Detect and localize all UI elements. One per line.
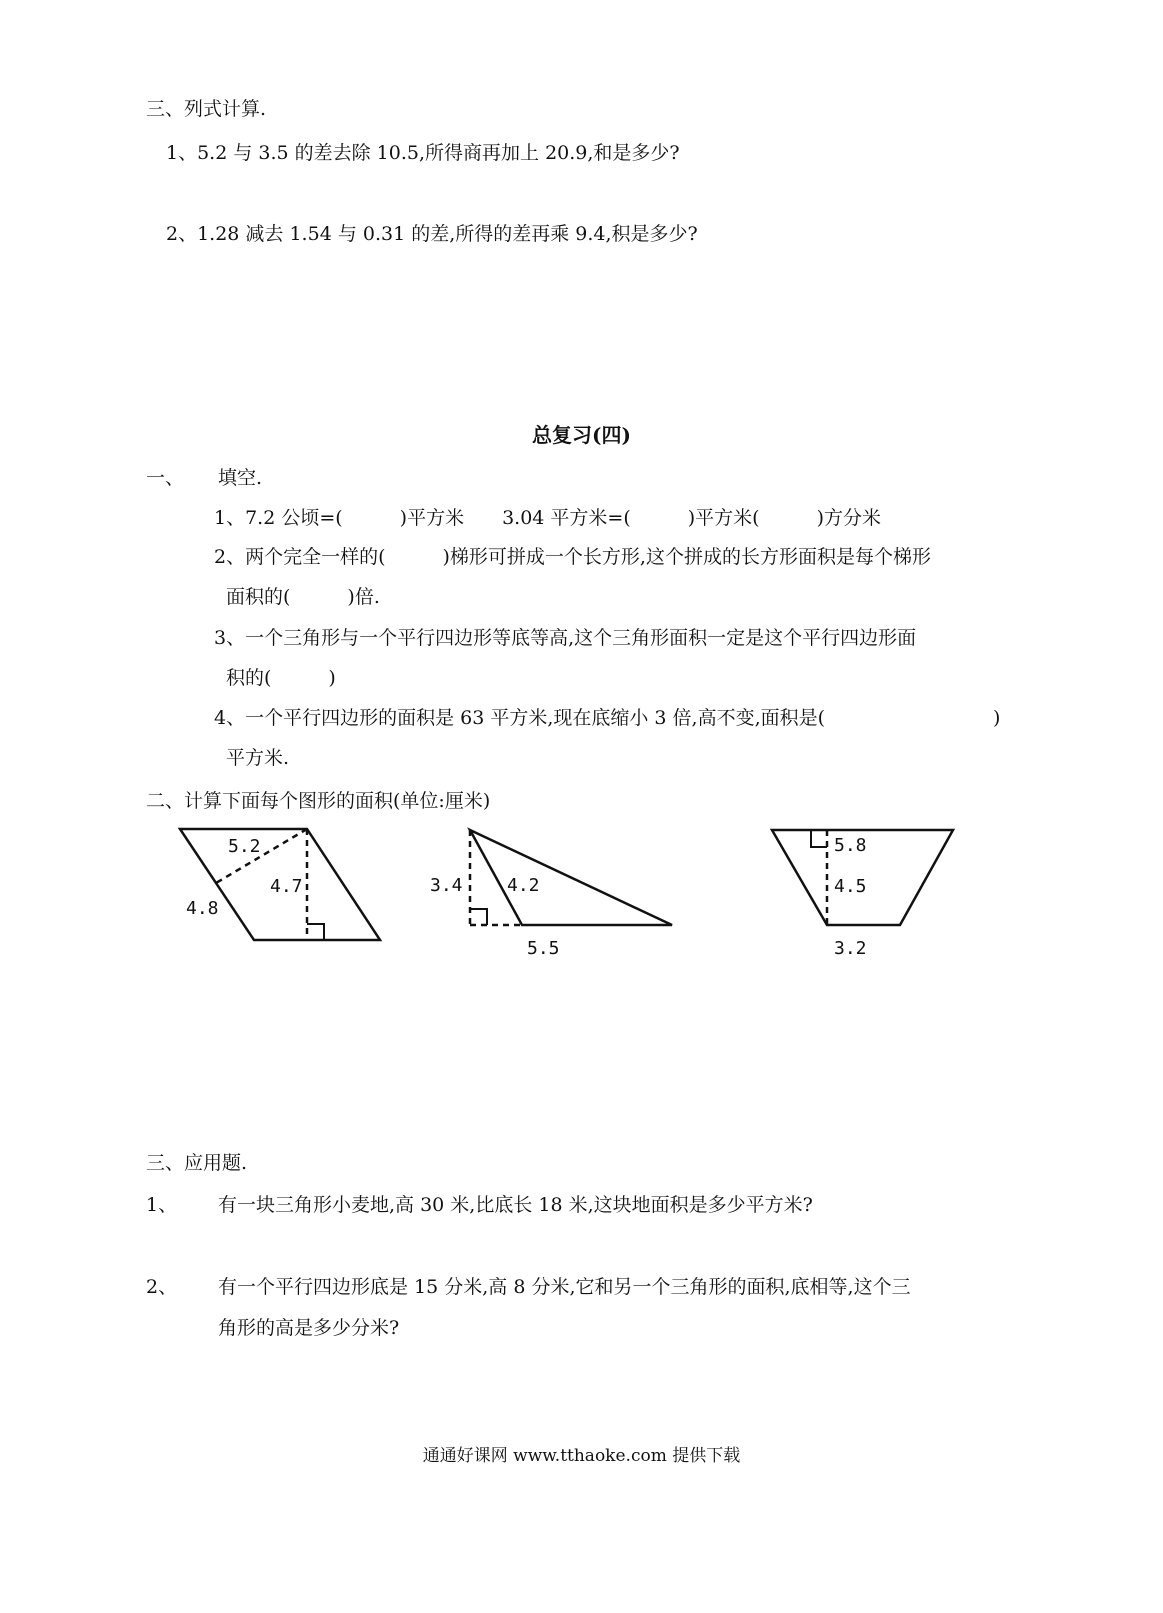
- fill-question-4-line1: 4、一个平行四边形的面积是 63 平方米,现在底缩小 3 倍,高不变,面积是(: [214, 707, 826, 729]
- calc-question-2: 2、1.28 减去 1.54 与 0.31 的差,所得的差再乘 9.4,积是多少?: [166, 223, 698, 245]
- triangle-label-height: 3.4: [430, 875, 463, 896]
- fill-section-number: 一、: [146, 467, 185, 489]
- fill-question-3-line2: 积的( ): [226, 667, 336, 689]
- parallelogram-label-top: 5.2: [228, 836, 261, 857]
- calc-question-1: 1、5.2 与 3.5 的差去除 10.5,所得商再加上 20.9,和是多少?: [166, 142, 680, 164]
- applied-question-1-number: 1、: [146, 1194, 178, 1216]
- fill-question-2-line1: 2、两个完全一样的( )梯形可拼成一个长方形,这个拼成的长方形面积是每个梯形: [214, 546, 931, 568]
- section-heading-calc: 三、列式计算.: [146, 98, 267, 120]
- triangle-label-side: 4.2: [507, 875, 540, 896]
- parallelogram-label-height: 4.7: [270, 876, 303, 897]
- fill-question-1: 1、7.2 公顷=( )平方米 3.04 平方米=( )平方米( )方分米: [214, 507, 882, 529]
- trapezoid-figure: [760, 820, 970, 965]
- trapezoid-label-top: 5.8: [834, 835, 867, 856]
- page-title: 总复习(四): [532, 423, 631, 447]
- area-section-heading: 二、计算下面每个图形的面积(单位:厘米): [146, 790, 491, 812]
- trapezoid-label-height: 4.5: [834, 876, 867, 897]
- trapezoid-label-bottom: 3.2: [834, 938, 867, 959]
- applied-question-1: 有一块三角形小麦地,高 30 米,比底长 18 米,这块地面积是多少平方米?: [218, 1194, 813, 1216]
- triangle-shape: [470, 830, 672, 925]
- parallelogram-figure: [170, 820, 400, 960]
- applied-question-2-line2: 角形的高是多少分米?: [218, 1317, 400, 1339]
- right-angle-mark: [307, 924, 324, 940]
- footer-credit: 通通好课网 www.tthaoke.com 提供下载: [422, 1446, 741, 1466]
- applied-question-2-line1: 有一个平行四边形底是 15 分米,高 8 分米,它和另一个三角形的面积,底相等,这个三: [218, 1276, 911, 1298]
- right-angle-mark: [811, 830, 827, 847]
- applied-section-heading: 三、应用题.: [146, 1152, 248, 1174]
- fill-question-2-line2: 面积的( )倍.: [226, 586, 380, 608]
- fill-question-3-line1: 3、一个三角形与一个平行四边形等底等高,这个三角形面积一定是这个平行四边形面: [214, 627, 917, 649]
- fill-section-heading: 填空.: [218, 467, 263, 489]
- parallelogram-label-side: 4.8: [186, 898, 219, 919]
- fill-question-4-close-paren: ): [993, 707, 1001, 729]
- triangle-figure: [420, 820, 690, 965]
- triangle-label-base: 5.5: [527, 938, 560, 959]
- right-angle-mark: [470, 909, 487, 925]
- fill-question-4-line2: 平方米.: [226, 747, 290, 769]
- applied-question-2-number: 2、: [146, 1276, 178, 1298]
